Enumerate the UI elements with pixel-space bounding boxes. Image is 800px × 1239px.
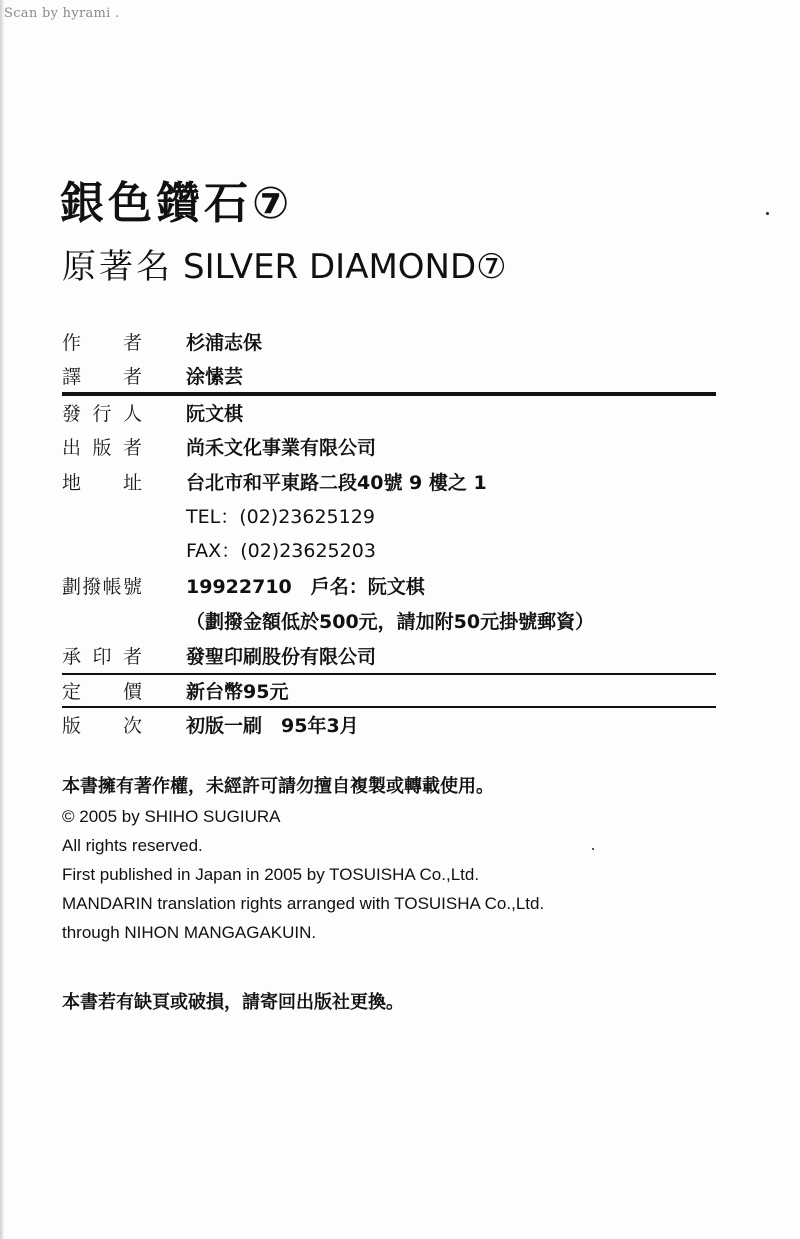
colophon-row-edition [62,707,722,741]
english-line: First published in Japan in 2005 by TOSUISHA Co.,Ltd. [62,865,480,884]
colophon-row-tel [62,498,722,532]
colophon-value: TEL：(02)23625129 [186,505,375,528]
original-title-text: SILVER DIAMOND⑦ [183,247,507,287]
colophon-value: （劃撥金額低於500元，請加附50元掛號郵資） [186,610,595,633]
colophon-label: 劃 撥 帳 號 [62,575,142,598]
colophon-label: 版 次 [62,714,142,737]
colophon-value: 涂愫芸 [186,365,244,388]
colophon-row-publisher-person [62,395,722,429]
colophon-value: 新台幣95元 [186,680,289,703]
colophon-value: 19922710 戶名：阮文棋 [186,575,425,598]
colophon-value: 發聖印刷股份有限公司 [186,645,377,668]
colophon-row-account-note [62,603,722,637]
colophon-row-translator [62,358,722,392]
colophon-label: 承 印 者 [62,645,142,668]
english-line: MANDARIN translation rights arranged with TOSUISHA Co.,Ltd. [62,894,545,913]
colophon-row-account [62,568,722,602]
colophon-value: 台北市和平東路二段40號 9 樓之 1 [186,471,487,494]
colophon-value: 阮文棋 [186,402,244,425]
colophon-label: 定 價 [62,680,142,703]
return-notice: 本書若有缺頁或破損，請寄回出版社更換。 [62,992,404,1013]
dust-speck [766,212,769,215]
colophon-row-price [62,673,722,707]
colophon-row-author [62,324,722,358]
colophon-value: 初版一刷 95年3月 [186,714,359,737]
colophon-row-fax [62,532,722,566]
scan-edge-shadow [0,0,4,1239]
colophon-row-address [62,464,722,498]
english-line: All rights reserved. [62,836,203,855]
scan-credit: Scan by hyrami . [4,6,120,21]
colophon-label: 譯 者 [62,365,142,388]
colophon-value: FAX：(02)23625203 [186,539,376,562]
colophon-row-printer [62,638,722,672]
colophon-value: 尚禾文化事業有限公司 [186,436,377,459]
copyright-notice: 本書擁有著作權，未經許可請勿擅自複製或轉載使用。 [62,776,494,797]
english-line: © 2005 by SHIHO SUGIURA [62,807,281,826]
colophon-value: 杉浦志保 [186,331,263,354]
book-title: 銀色鑽石⑦ [60,178,294,229]
original-title-prefix: 原著名 [62,247,173,287]
dust-speck [592,848,594,850]
colophon-label: 發 行 人 [62,402,142,425]
english-line: through NIHON MANGAGAKUIN. [62,923,317,942]
original-title [62,247,507,287]
colophon-label: 作 者 [62,331,142,354]
colophon-label: 出 版 者 [62,436,142,459]
colophon-row-publisher [62,429,722,463]
colophon-label: 地 址 [62,471,142,494]
